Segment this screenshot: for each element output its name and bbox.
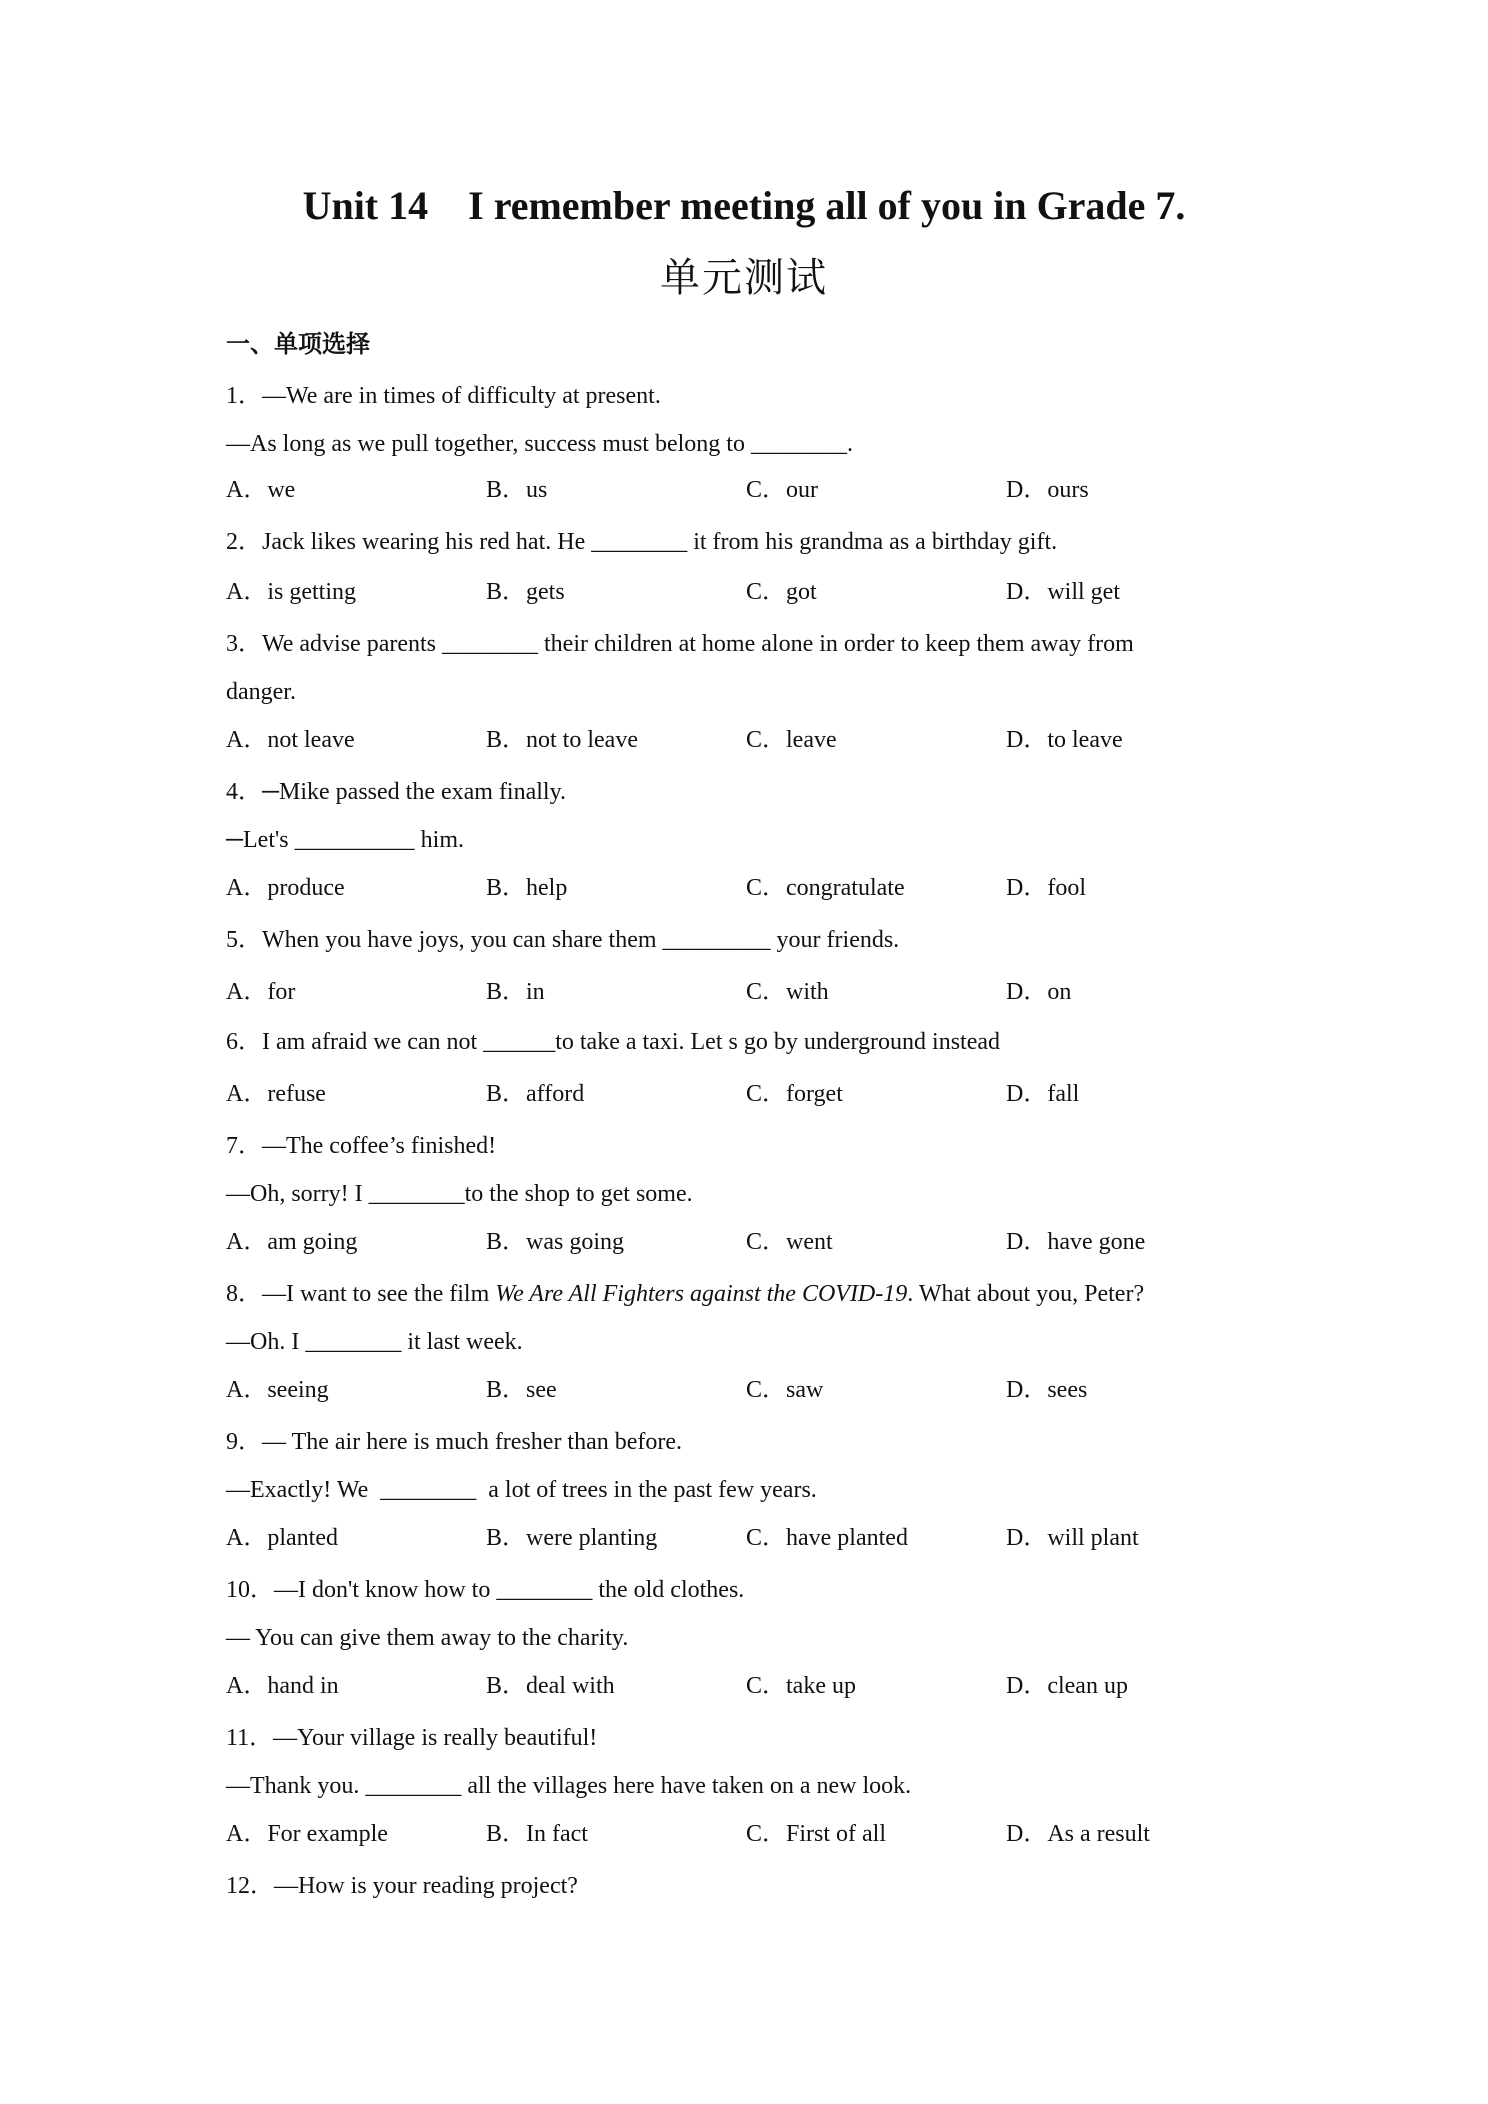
option-a[interactable]: A．refuse <box>226 1081 326 1107</box>
option-c[interactable]: C．got <box>746 579 817 605</box>
question-1-options <box>226 474 1266 506</box>
option-a[interactable]: A．planted <box>226 1525 338 1551</box>
option-c[interactable]: C．take up <box>746 1673 856 1699</box>
option-a[interactable]: A．not leave <box>226 727 355 753</box>
question-2-line-1: 2．Jack likes wearing his red hat. He ________ it from his grandma as a birthday gift. <box>226 529 1058 555</box>
question-1-line-2: —As long as we pull together, success must belong to ________. <box>226 431 853 457</box>
option-a[interactable]: A．for <box>226 979 296 1005</box>
question-10-options <box>226 1670 1266 1702</box>
question-10-line-1: 10．—I don't know how to ________ the old clothes. <box>226 1577 745 1603</box>
option-c[interactable]: C．forget <box>746 1081 843 1107</box>
option-a[interactable]: A．hand in <box>226 1673 339 1699</box>
question-8-options <box>226 1374 1266 1406</box>
question-9-line-2: —Exactly! We ________ a lot of trees in the past few years. <box>226 1477 817 1503</box>
question-6-options <box>226 1078 1266 1110</box>
question-7-line-1: 7．—The coffee’s finished! <box>226 1133 497 1159</box>
question-8-prefix: 8．—I want to see the film <box>226 1281 496 1307</box>
option-b[interactable]: B．was going <box>486 1229 624 1255</box>
option-b[interactable]: B．see <box>486 1377 557 1403</box>
question-5-options <box>226 976 1266 1008</box>
question-3-options <box>226 724 1266 756</box>
document-title: Unit 14 I remember meeting all of you in Grade 7. <box>302 183 1186 228</box>
question-5-line-1: 5．When you have joys, you can share them _________ your friends. <box>226 927 900 953</box>
option-d[interactable]: D．fool <box>1006 875 1086 901</box>
question-11-options <box>226 1818 1266 1850</box>
option-d[interactable]: D．fall <box>1006 1081 1080 1107</box>
option-b[interactable]: B．afford <box>486 1081 585 1107</box>
option-d[interactable]: D．clean up <box>1006 1673 1128 1699</box>
option-c[interactable]: C．with <box>746 979 829 1005</box>
option-b[interactable]: B．help <box>486 875 568 901</box>
question-4-line-2: ─Let's __________ him. <box>226 827 464 853</box>
question-11-line-1: 11．—Your village is really beautiful! <box>226 1725 598 1751</box>
question-9-line-1: 9．— The air here is much fresher than before. <box>226 1429 683 1455</box>
option-b[interactable]: B．in <box>486 979 545 1005</box>
option-b[interactable]: B．were planting <box>486 1525 658 1551</box>
question-8-line-2: —Oh. I ________ it last week. <box>226 1329 523 1355</box>
option-d[interactable]: D．ours <box>1006 477 1089 503</box>
question-11-line-2: —Thank you. ________ all the villages here have taken on a new look. <box>226 1773 912 1799</box>
option-b[interactable]: B．gets <box>486 579 565 605</box>
option-d[interactable]: D．will get <box>1006 579 1120 605</box>
option-b[interactable]: B．not to leave <box>486 727 638 753</box>
question-8-line-1 <box>226 1278 1144 1310</box>
question-3-line-2: danger. <box>226 679 296 705</box>
option-d[interactable]: D．sees <box>1006 1377 1088 1403</box>
question-6-line-1: 6．I am afraid we can not ______to take a taxi. Let s go by underground instead <box>226 1029 1001 1055</box>
question-7-options <box>226 1226 1266 1258</box>
question-8-suffix: . What about you, Peter? <box>907 1281 1145 1307</box>
option-b[interactable]: B．In fact <box>486 1821 588 1847</box>
question-4-line-1: 4．─Mike passed the exam finally. <box>226 779 567 805</box>
option-c[interactable]: C．First of all <box>746 1821 887 1847</box>
option-d[interactable]: D．on <box>1006 979 1072 1005</box>
section-heading: 一、单项选择 <box>226 330 370 358</box>
question-4-options <box>226 872 1266 904</box>
option-c[interactable]: C．leave <box>746 727 837 753</box>
question-9-options <box>226 1522 1266 1554</box>
film-title: We Are All Fighters against the COVID-19 <box>495 1281 908 1307</box>
option-b[interactable]: B．deal with <box>486 1673 615 1699</box>
option-a[interactable]: A．we <box>226 477 296 503</box>
option-c[interactable]: C．have planted <box>746 1525 908 1551</box>
option-c[interactable]: C．saw <box>746 1377 824 1403</box>
question-3-line-1: 3．We advise parents ________ their children at home alone in order to keep them away from <box>226 631 1134 657</box>
option-d[interactable]: D．will plant <box>1006 1525 1139 1551</box>
option-c[interactable]: C．our <box>746 477 818 503</box>
question-1-line-1: 1．—We are in times of difficulty at present. <box>226 383 661 409</box>
option-a[interactable]: A．am going <box>226 1229 358 1255</box>
option-a[interactable]: A．produce <box>226 875 345 901</box>
option-d[interactable]: D．have gone <box>1006 1229 1146 1255</box>
option-b[interactable]: B．us <box>486 477 548 503</box>
option-c[interactable]: C．went <box>746 1229 833 1255</box>
question-12-line-1: 12．—How is your reading project? <box>226 1873 578 1899</box>
question-7-line-2: —Oh, sorry! I ________to the shop to get some. <box>226 1181 693 1207</box>
option-d[interactable]: D．As a result <box>1006 1821 1150 1847</box>
option-a[interactable]: A．For example <box>226 1821 388 1847</box>
option-a[interactable]: A．seeing <box>226 1377 329 1403</box>
question-10-line-2: — You can give them away to the charity. <box>226 1625 629 1651</box>
option-a[interactable]: A．is getting <box>226 579 356 605</box>
document-subtitle: 单元测试 <box>660 255 828 301</box>
question-2-options <box>226 576 1266 608</box>
option-d[interactable]: D．to leave <box>1006 727 1123 753</box>
option-c[interactable]: C．congratulate <box>746 875 905 901</box>
